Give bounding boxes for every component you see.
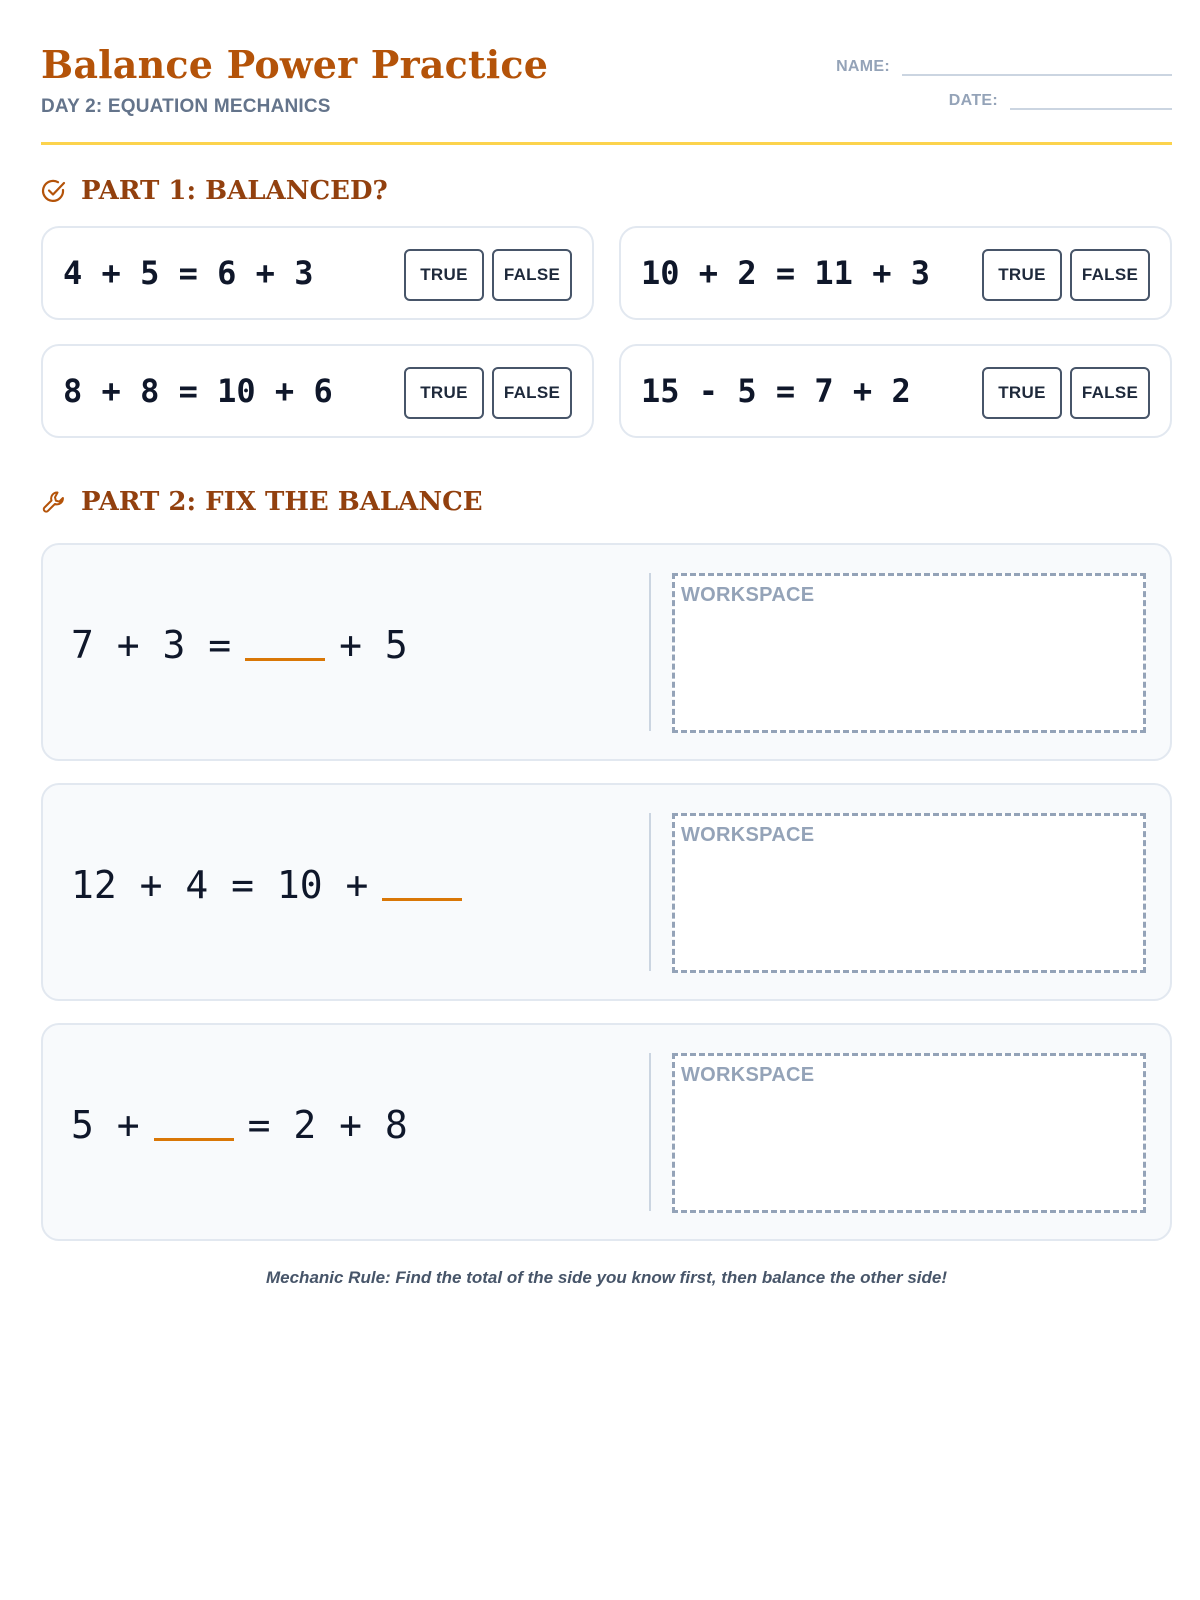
name-field[interactable] [836,54,1172,76]
tf-card [619,226,1172,320]
false-button[interactable]: FALSE [1070,249,1150,301]
tf-equation: 4 + 5 = 6 + 3 [63,254,314,292]
workspace-box[interactable] [672,1053,1146,1213]
date-line[interactable] [1010,88,1172,110]
tf-equation: 15 - 5 = 7 + 2 [641,372,911,410]
date-field[interactable] [949,88,1172,110]
equation-left: 7 + 3 = [71,623,232,667]
tf-card [619,344,1172,438]
false-button[interactable]: FALSE [492,367,572,419]
false-button[interactable]: FALSE [492,249,572,301]
worksheet-subtitle: DAY 2: EQUATION MECHANICS [41,96,331,117]
answer-blank[interactable] [245,658,325,661]
check-circle-icon [41,178,67,204]
equation-left: 5 + [71,1103,140,1147]
fix-card [41,783,1172,1001]
fix-card [41,1023,1172,1241]
header-divider [41,142,1172,145]
worksheet-title: Balance Power Practice [41,42,549,87]
worksheet-header [41,0,1172,145]
wrench-icon [41,489,67,515]
tf-card [41,344,594,438]
equation-right: = 2 + 8 [247,1103,408,1147]
fix-card [41,543,1172,761]
part1-heading [41,176,388,206]
date-label: DATE: [948,92,998,109]
equation-right: + 5 [339,623,408,667]
fix-equation [71,1103,408,1147]
part2-heading-text: PART 2: FIX THE BALANCE [81,487,483,517]
workspace-box[interactable] [672,813,1146,973]
part1-heading-text: PART 1: BALANCED? [81,176,388,206]
false-button[interactable]: FALSE [1070,367,1150,419]
fix-equation [71,623,408,667]
true-button[interactable]: TRUE [982,367,1062,419]
true-button[interactable]: TRUE [404,367,484,419]
workspace-box[interactable] [672,573,1146,733]
card-divider [649,573,651,731]
tf-card [41,226,594,320]
true-button[interactable]: TRUE [404,249,484,301]
worksheet-page [41,0,1172,1287]
part2-heading [41,487,483,517]
answer-blank[interactable] [382,898,462,901]
true-button[interactable]: TRUE [982,249,1062,301]
card-divider [649,813,651,971]
name-label: NAME: [836,58,890,75]
name-line[interactable] [902,54,1172,76]
tf-equation: 8 + 8 = 10 + 6 [63,372,333,410]
mechanic-rule: Mechanic Rule: Find the total of the side you know first, then balance the other side! [265,1268,948,1287]
workspace-label: WORKSPACE [681,584,815,606]
workspace-label: WORKSPACE [681,824,815,846]
fix-equation [71,863,476,907]
equation-left: 12 + 4 = 10 + [71,863,369,907]
tf-equation: 10 + 2 = 11 + 3 [641,254,930,292]
answer-blank[interactable] [154,1138,234,1141]
workspace-label: WORKSPACE [681,1064,815,1086]
card-divider [649,1053,651,1211]
